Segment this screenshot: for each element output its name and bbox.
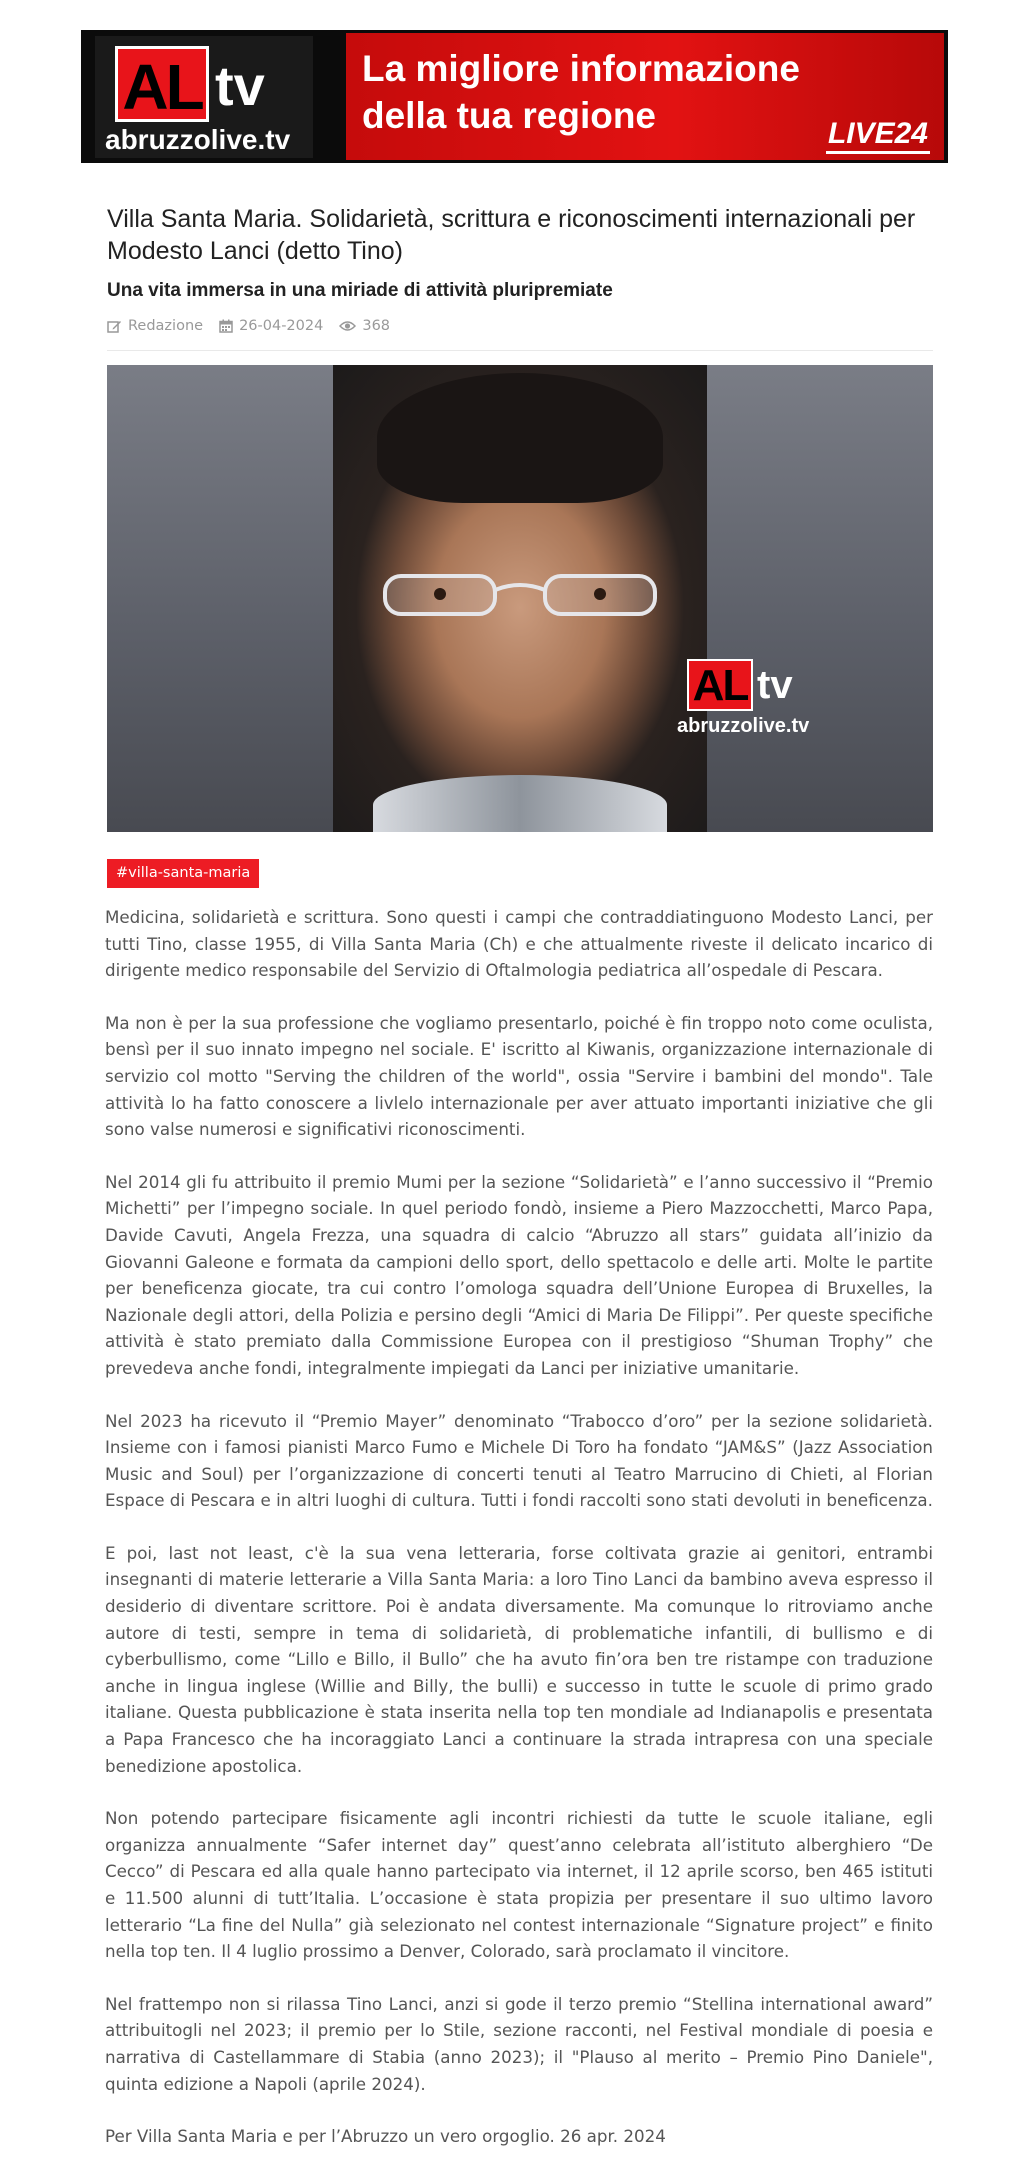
- paragraph: Per Villa Santa Maria e per l’Abruzzo un vero orgoglio. 26 apr. 2024: [105, 2126, 666, 2147]
- portrait-glasses: [375, 570, 665, 622]
- logo-al: AL: [115, 46, 209, 122]
- article-body: [105, 904, 933, 2176]
- paragraph: E poi, last not least, c'è la sua vena letteraria, forse coltivata grazie ai genitori, entrambi insegnanti di materie letterarie a Villa Santa Maria: a loro Tino Lanci da bambino aveva espresso il desiderio di diventare scrittore. Poi è andata diversamente. Ma comunque lo ritroviamo anche autore di testi, sempre in tema di solidarietà, di problematiche infantili, di bullismo e di cyberbullismo, come “Lillo e Billo, il Bullo” che ha avuto fin’ora ben tre ristampe con traduzione anche in lingua inglese (Willie and Billy, the bulli) e successo in tutte le scuole di primo grado italiane. Questa pubblicazione è stata inserita nella top ten mondiale ad Indianapolis e presentata a Papa Francesco che ha incoraggiato Lanci a continuare la strada intrapresa con una speciale benedizione apostolica.: [105, 1542, 933, 1776]
- site-logo[interactable]: [95, 36, 313, 158]
- eye-icon: [339, 320, 356, 332]
- watermark-logo: [677, 655, 817, 745]
- article-subtitle: Una vita immersa in una miriade di attività pluripremiate: [107, 280, 613, 301]
- article-title: Villa Santa Maria. Solidarietà, scrittura e riconoscimenti internazionali per Modesto Lanci (detto Tino): [107, 205, 916, 265]
- watermark-tv: tv: [757, 663, 793, 707]
- paragraph: Nel frattempo non si rilassa Tino Lanci, anzi si gode il terzo premio “Stellina international award” attribuitogli nel 2023; il premio per lo Stile, sezione racconti, nel Festival mondiale di poesia e narrativa di Castellammare di Stabia (anno 2023); il "Plauso al merito – Premio Pino Daniele", quinta edizione a Napoli (aprile 2024).: [105, 1993, 933, 2094]
- banner-ad[interactable]: [346, 33, 944, 160]
- banner-slogan: [362, 45, 800, 139]
- meta-divider: [107, 350, 933, 351]
- calendar-icon: [219, 319, 233, 333]
- portrait-hair: [377, 373, 663, 503]
- header-banner[interactable]: [81, 30, 948, 163]
- article-meta: [107, 316, 390, 336]
- edit-icon: [107, 319, 122, 333]
- live-label: LIVE24: [826, 117, 930, 154]
- slogan-line-1: La migliore informazione: [362, 48, 800, 89]
- author-name: Redazione: [128, 318, 204, 334]
- paragraph: Nel 2014 gli fu attribuito il premio Mumi per la sezione “Solidarietà” e l’anno successivo il “Premio Michetti” per l’impegno sociale. In quel periodo fondò, insieme a Piero Mazzocchetti, Marco Papa, Davide Cavuti, Angela Frezza, una squadra di calcio “Abruzzo all stars” guidata all’inizio da Giovanni Galeone e formata da campioni dello sport, dello spettacolo e delle arti. Molte le partite per beneficenza giocate, tra cui contro l’omologa squadra dell’Unione Europea di Bruxelles, la Nazionale degli attori, della Polizia e persino degli “Amici di Maria De Filippi”. Per queste specifiche attività è stato premiato dalla Commissione Europea con il prestigioso “Shuman Trophy” che prevedeva anche fondi, integralmente impiegati da Lanci per iniziative umanitarie.: [105, 1171, 933, 1378]
- view-count: 368: [362, 318, 391, 334]
- meta-date: [219, 316, 323, 336]
- article-photo: [107, 365, 933, 832]
- meta-author[interactable]: [107, 316, 203, 336]
- portrait-image: [333, 365, 707, 832]
- tag-villa-santa-maria[interactable]: #villa-santa-maria: [107, 859, 259, 888]
- paragraph: Non potendo partecipare fisicamente agli incontri richiesti da tutte le scuole italiane, egli organizza annualmente “Safer internet day” quest’anno celebrata all’istituto alberghiero “De Cecco” di Pescara ed alla quale hanno partecipato via internet, il 12 aprile scorso, ben 465 istituti e 11.500 alunni di tutt’Italia. L’occasione è stata propizia per presentare il suo ultimo lavoro letterario “La fine del Nulla” già selezionato nel contest internazionale “Signature project” e finito nella top ten. Il 4 luglio prossimo a Denver, Colorado, sarà proclamato il vincitore.: [105, 1808, 933, 1962]
- publish-date: 26-04-2024: [239, 318, 324, 334]
- paragraph: Medicina, solidarietà e scrittura. Sono questi i campi che contraddiatinguono Modesto Lanci, per tutti Tino, classe 1955, di Villa Santa Maria (Ch) e che attualmente riveste il delicato incarico di dirigente medico responsabile del Servizio di Oftalmologia pediatrica all’ospedale di Pescara.: [105, 907, 933, 981]
- watermark-domain: abruzzolive.tv: [677, 715, 810, 737]
- meta-views: [339, 316, 390, 336]
- watermark-al: AL: [687, 659, 753, 711]
- portrait-shirt: [373, 775, 667, 832]
- paragraph: Nel 2023 ha ricevuto il “Premio Mayer” denominato “Trabocco d’oro” per la sezione solidarietà. Insieme con i famosi pianisti Marco Fumo e Michele Di Toro ha fondato “JAM&S” (Jazz Association Music and Soul) per l’organizzazione di concerti tenuti al Teatro Marrucino di Chieti, al Florian Espace di Pescara e in altri luoghi di cultura. Tutti i fondi raccolti sono stati devoluti in beneficenza.: [105, 1410, 933, 1511]
- logo-domain: abruzzolive.tv: [105, 124, 291, 155]
- slogan-line-2: della tua regione: [362, 95, 657, 136]
- logo-tv: tv: [215, 54, 265, 117]
- paragraph: Ma non è per la sua professione che vogliamo presentarlo, poiché è fin troppo noto come oculista, bensì per il suo innato impegno nel sociale. E' iscritto al Kiwanis, organizzazione internazionale di servizio col motto "Serving the children of the world", ossia "Servire i bambini del mondo". Tale attività lo ha fatto conoscere a livlelo internazionale per aver attuato importanti iniziative che gli sono valse numerosi e significativi riconoscimenti.: [105, 1012, 933, 1140]
